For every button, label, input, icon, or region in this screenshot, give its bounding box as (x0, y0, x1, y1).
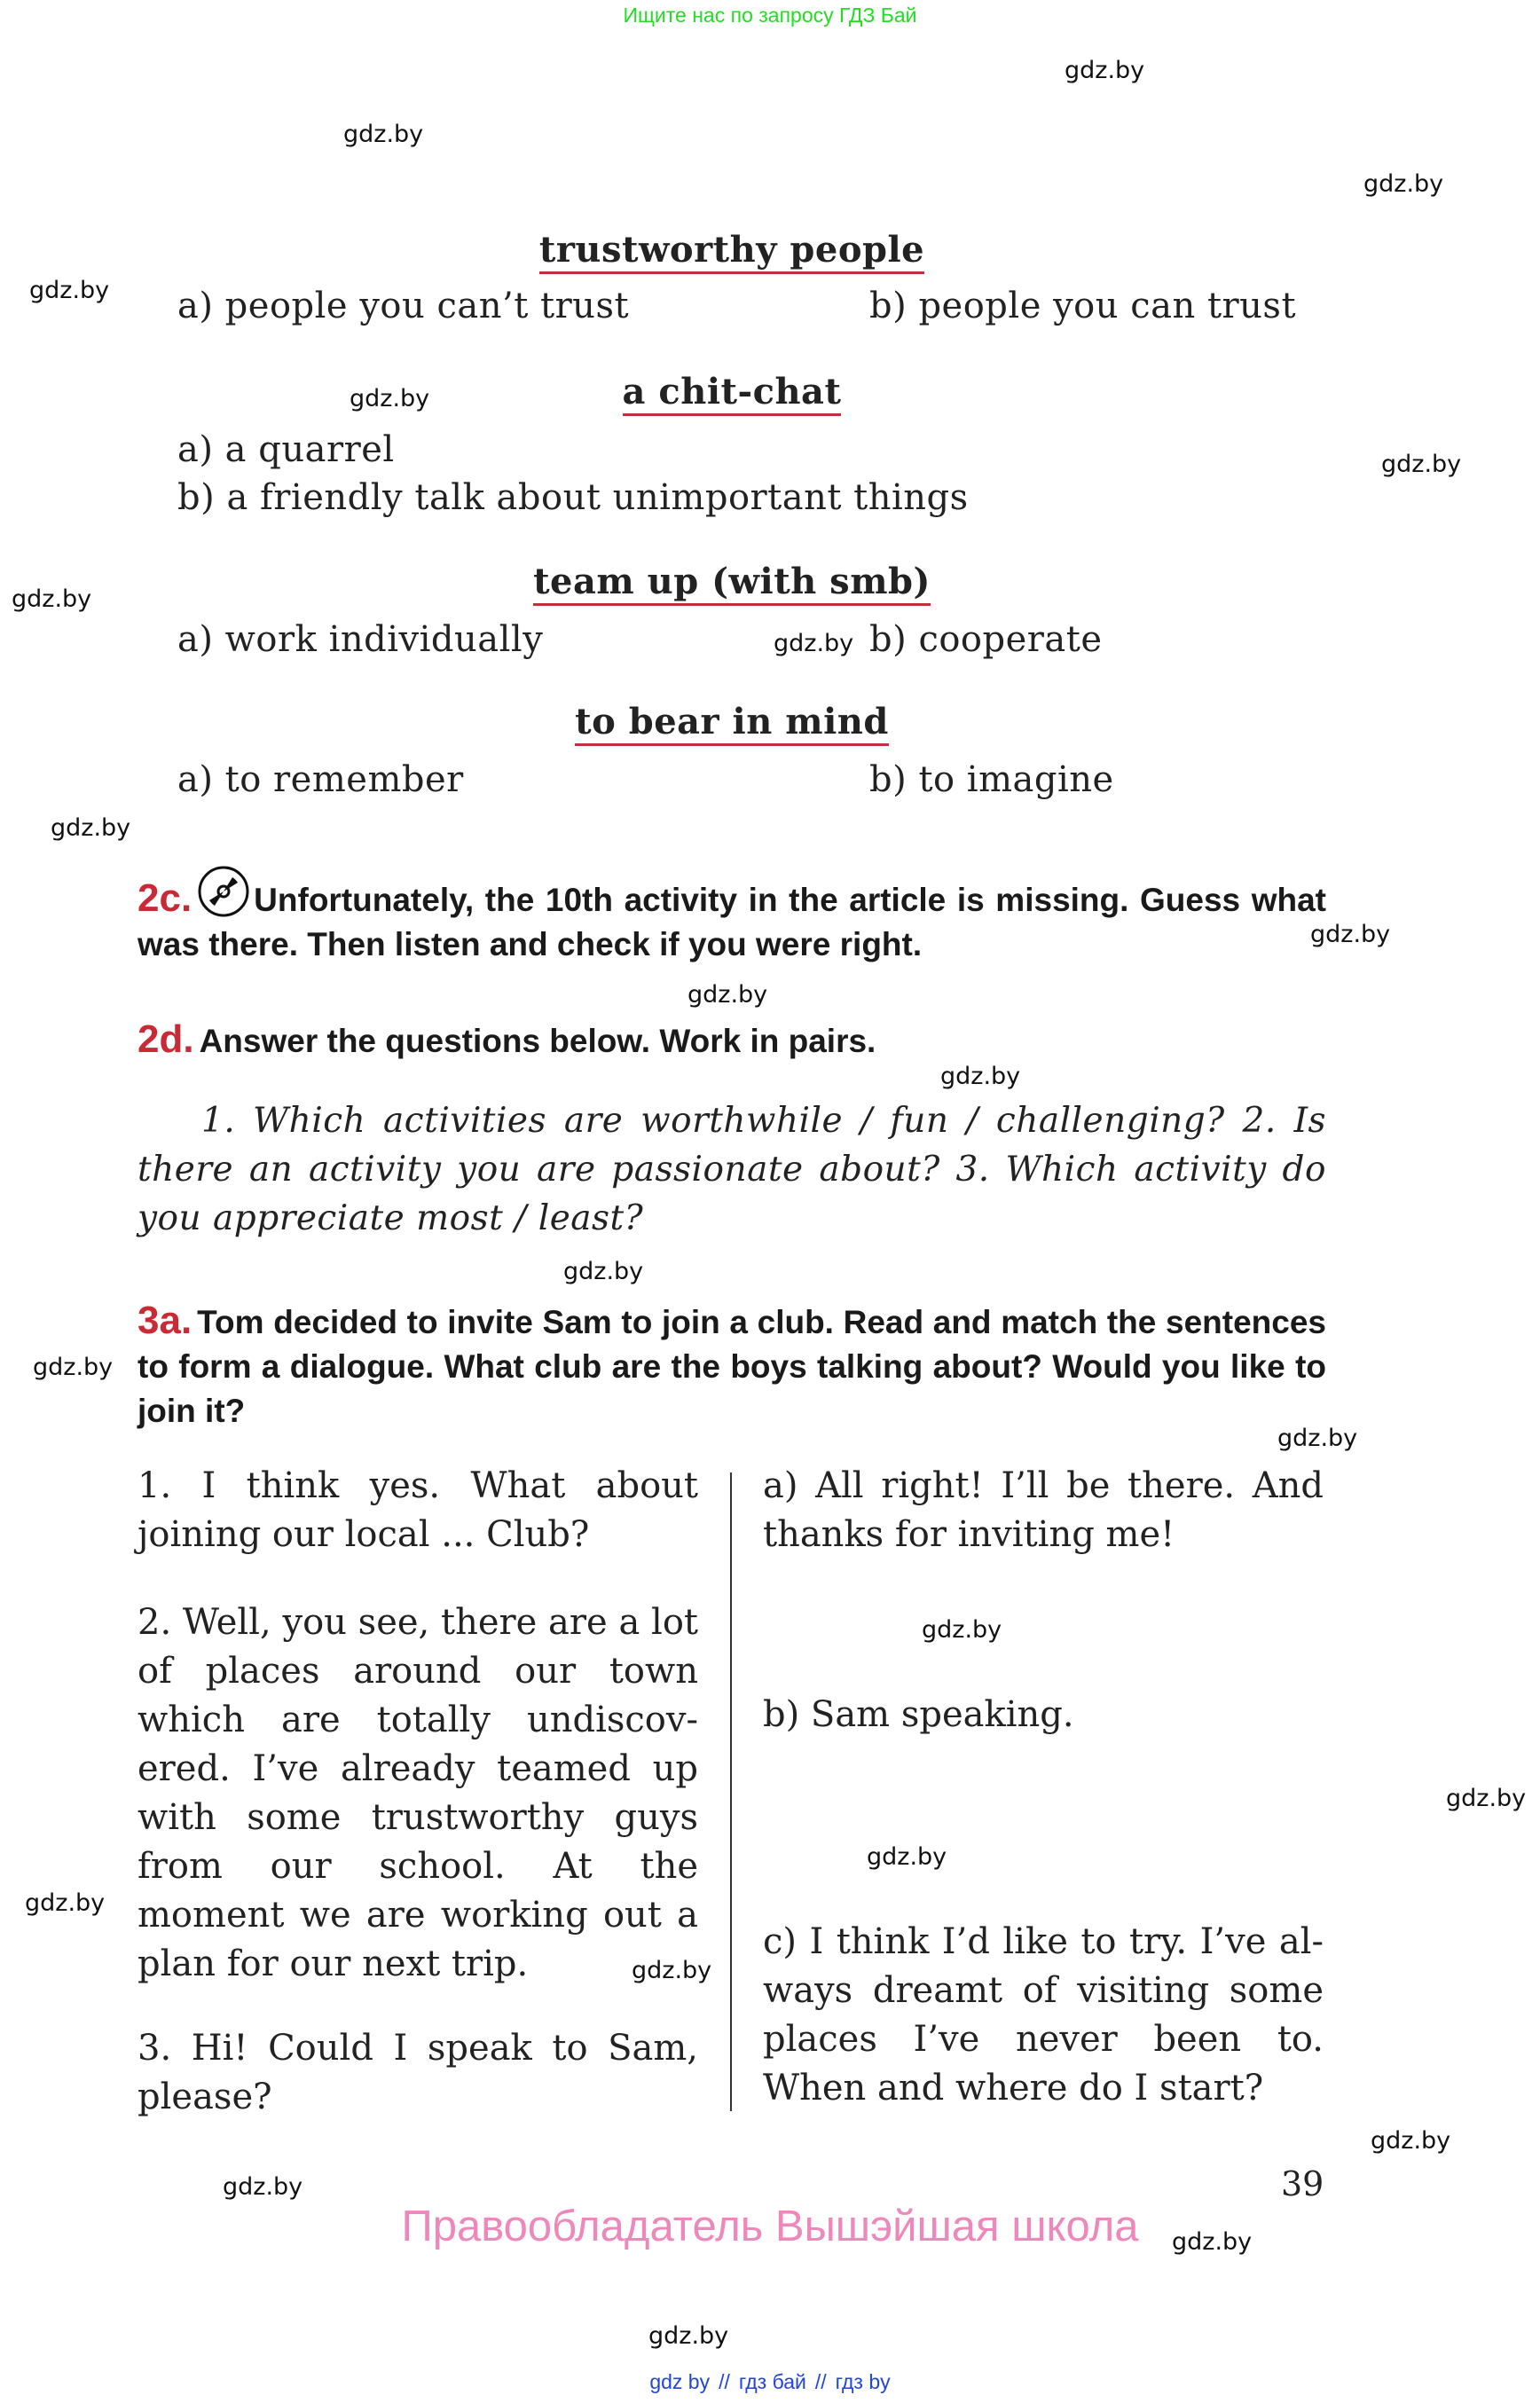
watermark: gdz.by (51, 814, 131, 842)
option-text: cooperate (918, 619, 1103, 660)
watermark: gdz.by (1277, 1425, 1358, 1452)
watermark: gdz.by (1363, 170, 1444, 198)
dialogue-line-2: 2. Well, you see, there are a lot of places around our town which are totally undiscov-ered. I’ve already teamed up with some trustworthy guys from our school. At the moment we are working out a plan for our next trip. (138, 1602, 698, 1984)
task-2d (138, 1017, 1326, 1064)
watermark: gdz.by (1065, 57, 1145, 84)
watermark: gdz.by (343, 121, 424, 148)
task-number: 3a. (138, 1299, 192, 1342)
vocab-term (0, 701, 1464, 742)
column-divider (730, 1472, 732, 2111)
vocab-option-b (869, 286, 1296, 326)
watermark: gdz.by (223, 2173, 303, 2201)
task-number: 2d. (138, 1017, 194, 1061)
dialogue-reply-b: b) Sam speaking. (763, 1694, 1074, 1735)
option-label: b) (177, 477, 216, 518)
watermark: gdz.by (1446, 1785, 1527, 1812)
dialogue-reply-c: c) I think I’d like to try. I’ve al-ways dreamt of visiting some places I’ve never been to. When and where do I start? (763, 1921, 1324, 2109)
option-label: a) (177, 429, 214, 470)
vocab-option-b (869, 619, 1103, 660)
watermark: gdz.by (1310, 921, 1391, 948)
watermark: gdz.by (12, 585, 92, 613)
vocab-option-a (177, 619, 543, 660)
watermark: gdz.by (774, 630, 854, 657)
watermark: gdz.by (867, 1843, 947, 1871)
discussion-questions: 1. Which activities are worthwhile / fun / challenging? 2. Is there an activity you are passionate about? 3. Which activity do you appreciate most / least? (138, 1101, 1326, 1238)
option-label: b) (869, 619, 908, 660)
watermark: gdz.by (1172, 2228, 1253, 2256)
watermark: gdz.by (632, 1957, 712, 1984)
option-label: a) (177, 286, 214, 326)
dialogue-line-1: 1. I think yes. What about joining our local ... Club? (138, 1465, 698, 1555)
watermark: gdz.by (29, 277, 110, 304)
option-label: b) (869, 759, 908, 800)
dialogue-reply-a: a) All right! I’ll be there. And thanks for inviting me! (763, 1465, 1324, 1555)
vocab-option-a (177, 759, 464, 800)
link-gdz-bai[interactable]: гдз бай (738, 2370, 806, 2393)
option-label: b) (869, 286, 908, 326)
task-2c (138, 865, 1326, 967)
watermark: gdz.by (648, 2322, 729, 2350)
task-3a (138, 1299, 1326, 1433)
vocab-option-a (177, 429, 395, 470)
watermark: gdz.by (33, 1354, 114, 1381)
link-gdz-by[interactable]: gdz by (649, 2370, 711, 2393)
watermark: gdz.by (350, 385, 430, 412)
watermark: gdz.by (1371, 2127, 1451, 2155)
term-text: trustworthy people (539, 229, 924, 274)
term-text: team up (with smb) (533, 561, 931, 606)
task-number: 2c. (138, 876, 192, 920)
link-separator: // (814, 2370, 827, 2393)
watermark: gdz.by (688, 981, 768, 1009)
watermark: gdz.by (1381, 451, 1462, 478)
vocab-option-b (869, 759, 1114, 800)
watermark: gdz.by (940, 1063, 1021, 1090)
vocab-term (0, 229, 1464, 271)
option-text: a quarrel (224, 429, 395, 470)
dialogue-line-3: 3. Hi! Could I speak to Sam, please? (138, 2028, 698, 2117)
top-banner: Ищите нас по запросу ГДЗ Бай (623, 4, 917, 27)
option-text: a friendly talk about unimportant things (226, 477, 969, 518)
link-separator: // (719, 2370, 730, 2393)
term-text: a chit-chat (623, 371, 842, 416)
task-text: Answer the questions below. Work in pairs. (199, 1023, 876, 1059)
watermark: gdz.by (922, 1616, 1002, 1644)
option-text: to remember (224, 759, 464, 800)
link-gdz-by-cyr[interactable]: гдз by (835, 2370, 891, 2393)
watermark: gdz.by (25, 1889, 106, 1917)
vocab-option-a (177, 286, 629, 326)
page-number: 39 (1281, 2164, 1324, 2203)
option-text: people you can trust (918, 286, 1297, 326)
vocab-term (0, 561, 1464, 602)
option-label: a) (177, 759, 214, 800)
vocab-term (0, 371, 1464, 412)
audio-cd-icon[interactable] (197, 865, 250, 918)
option-text: people you can’t trust (224, 286, 630, 326)
task-text: Tom decided to invite Sam to join a club. Read and match the sentences to form a dialogue. What club are the boys talking about? Would you like to join it? (138, 1304, 1326, 1429)
option-label: a) (177, 619, 214, 660)
task-text: Unfortunately, the 10th activity in the article is missing. Guess what was there. Then listen and check if you were right. (138, 882, 1326, 962)
term-text: to bear in mind (575, 701, 889, 746)
watermark: gdz.by (563, 1258, 644, 1285)
option-text: work individually (224, 619, 544, 660)
bottom-links (0, 2370, 1540, 2394)
option-text: to imagine (918, 759, 1114, 800)
copyright-notice: Правообладатель Вышэйшая школа (401, 2203, 1139, 2250)
vocab-option-b (177, 477, 969, 518)
